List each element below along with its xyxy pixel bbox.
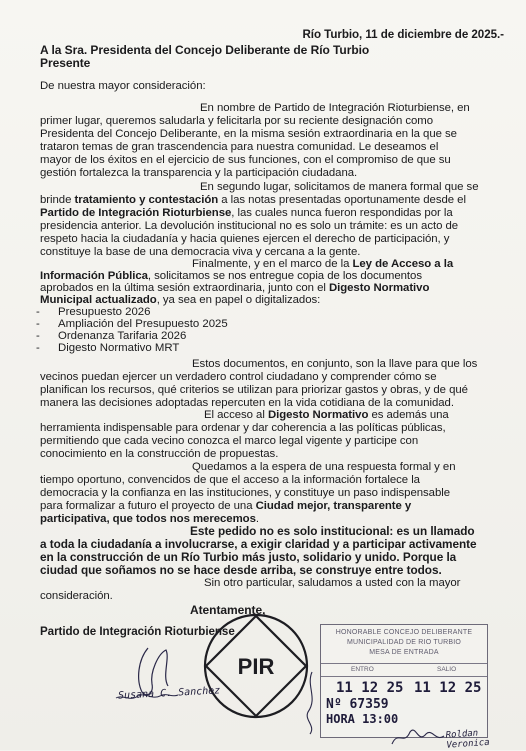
list-item: - Digesto Normativo MRT <box>36 342 180 354</box>
text-line: para formalizar a futuro el proyecto de una Ciudad mejor, transparente y <box>40 500 412 512</box>
signature-middle <box>296 668 330 738</box>
text-line: conocimiento en la construcción de propuestas. <box>40 448 279 460</box>
text-line: gestión fortalezca la transparencia y la participación ciudadana. <box>40 167 358 179</box>
text-line: tiempo oportuno, convencidos de que el acceso a la información fortalece la <box>40 474 420 486</box>
text-line: a toda la ciudadanía a involucrarse, a exigir claridad y a participar activamente <box>40 537 477 551</box>
text-line: manera las decisiones adoptadas repercuten en la vida cotidiana de la comunidad. <box>40 397 454 409</box>
text-line: permitiendo que cada vecino conozca el marco legal vigente y participe con <box>40 435 419 447</box>
text-line: planifican los recursos, qué criterios se utilizan para priorizar gastos y obras, y de qué <box>40 384 468 396</box>
stamp-columns <box>321 663 487 677</box>
text-line: Este pedido no es solo institucional: es un llamado <box>190 524 475 538</box>
closing-line: Sin otro particular, saludamos a usted con la mayor <box>204 577 461 589</box>
stamp-exit-date: 11 12 25 <box>414 680 482 696</box>
text-line: en la construcción de un Río Turbio más justo, solidario y unido. Porque la <box>40 550 457 564</box>
text-line: participativa, que todos nos merecemos. <box>40 513 259 525</box>
text-line: herramienta indispensable para ordenar y dar coherencia a las políticas públicas, <box>40 422 446 434</box>
list-item: - Ampliación del Presupuesto 2025 <box>36 318 228 330</box>
party-name: Partido de Integración Rioturbiense <box>40 625 235 638</box>
text-line: En nombre de Partido de Integración Rioturbiense, en <box>200 102 470 114</box>
text-line: mayor de los éxitos en el ejercicio de sus funciones, con el compromiso de que su <box>40 154 451 166</box>
text-line: primer lugar, queremos saludarla y felicitarla por su reciente designación como <box>40 115 434 127</box>
text-line: Municipal actualizado, ya sea en papel o digitalizados: <box>40 294 321 306</box>
text-line: aprobados en la última sesión extraordinaria, junto con el Digesto Normativo <box>40 282 430 294</box>
text-line: trataron temas de gran trascendencia para nuestra comunidad. Le deseamos el <box>40 141 439 153</box>
text-line: constituye la base de una democracia viva y cercana a la gente. <box>40 246 361 258</box>
stamp-col-exit: SALIO <box>437 666 457 673</box>
text-line: En segundo lugar, solicitamos de manera formal que se <box>200 181 479 193</box>
text-line: Estos documentos, en conjunto, son la llave para que los <box>192 358 478 370</box>
text-line: brinde tratamiento y contestación a las notas presentadas oportunamente desde el <box>40 194 466 206</box>
pir-logo-text: PIR <box>237 654 275 679</box>
text-line: Presidenta del Concejo Deliberante, en la misma sesión extraordinaria en la que se <box>40 128 457 140</box>
text-line: ciudad que soñamos no se hace desde arriba, se construye entre todos. <box>40 563 442 577</box>
text-line: Finalmente, y en el marco de la Ley de Acceso a la <box>192 258 454 270</box>
stamp-hour: HORA 13:00 <box>326 712 399 726</box>
text-line: presidencia anterior. La devolución institucional no es solo un trámite: es un acto de <box>40 220 459 232</box>
list-item: - Ordenanza Tarifaria 2026 <box>36 330 187 342</box>
text-line: respeto hacia la ciudadanía y hacia quienes ejercen el derecho de participación, y <box>40 233 450 245</box>
stamp-header: HONORABLE CONCEJO DELIBERANTE <box>335 629 473 636</box>
stamp-header: MESA DE ENTRADA <box>369 649 439 656</box>
stamp-entry-date: 11 12 25 <box>336 680 404 696</box>
presente-label: Presente <box>40 56 91 70</box>
text-line: Información Pública, solicitamos se nos entregue copia de los documentos <box>40 270 422 282</box>
atentamente: Atentamente, <box>190 603 266 617</box>
signature-left-name: Susana C. Sanchez <box>117 685 221 702</box>
stamp-col-entry: ENTRO <box>351 666 374 673</box>
closing-line: consideración. <box>40 590 113 602</box>
signature-right <box>388 722 448 750</box>
letter-date: Río Turbio, 11 de diciembre de 2025.- <box>302 28 504 41</box>
addressee: A la Sra. Presidenta del Concejo Deliberante de Río Turbio <box>40 43 370 57</box>
greeting: De nuestra mayor consideración: <box>40 80 206 92</box>
stamp-header: MUNICIPALIDAD DE RIO TURBIO <box>346 639 462 646</box>
text-line: Quedamos a la espera de una respuesta formal y en <box>192 461 456 473</box>
text-line: El acceso al Digesto Normativo es además una <box>204 409 449 421</box>
stamp-number: Nº 67359 <box>326 697 389 712</box>
text-line: Partido de Integración Rioturbiense, las cuales nunca fueron respondidas por la <box>40 207 453 219</box>
signature-right-name: Roldan Veronica <box>445 728 491 751</box>
list-item: - Presupuesto 2026 <box>36 306 151 318</box>
text-line: democracia y la confianza en las instituciones, y constituye un paso indispensable <box>40 487 451 499</box>
text-line: vecinos puedan ejercer un verdadero control ciudadano y comprender cómo se <box>40 371 437 383</box>
